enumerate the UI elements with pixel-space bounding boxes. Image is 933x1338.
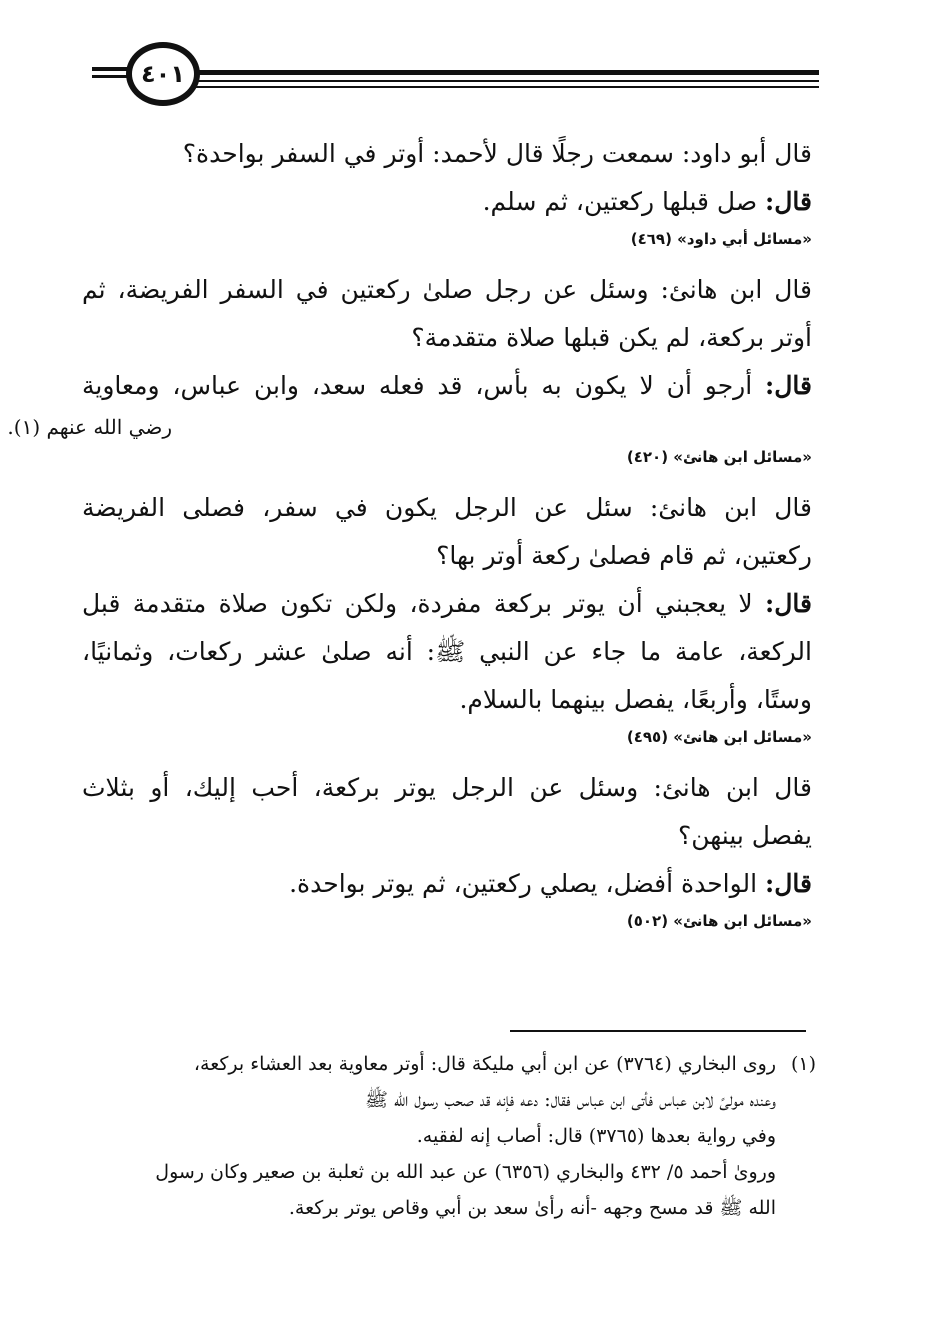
text-line: يفصل بينهن؟	[677, 821, 812, 850]
text-block	[7, 266, 812, 470]
footnote-marker: رضي الله عنهم (١).	[7, 415, 172, 439]
page-header	[0, 0, 933, 120]
header-rule	[195, 70, 819, 75]
footnote-line: وروىٰ أحمد ٥/ ٤٣٢ والبخاري (٦٣٥٦) عن عبد الله بن ثعلبة بن صعير وكان رسول	[155, 1161, 776, 1183]
footnotes	[78, 1046, 816, 1226]
source-citation: «مسائل ابن هانئ» (٥٠٢)	[626, 912, 812, 930]
footnote-number: (١)	[790, 1053, 816, 1075]
page-number: ٤٠١	[126, 42, 200, 106]
main-text	[7, 130, 812, 948]
footnote-separator	[510, 1030, 806, 1032]
text-line: قال ابن هانئ: وسئل عن رجل صلىٰ ركعتين في السفر الفريضة، ثم	[82, 275, 812, 304]
footnote-line: وفي رواية بعدها (٣٧٦٥) قال: أصاب إنه لفقيه.	[416, 1125, 776, 1147]
text-line: قال أبو داود: سمعت رجلًا قال لأحمد: أوتر في السفر بواحدة؟	[182, 139, 812, 168]
source-citation: «مسائل ابن هانئ» (٤٩٥)	[626, 728, 812, 746]
footnote-line: الله ﷺ قد مسح وجهه -أنه رأىٰ سعد بن أبي وقاص يوتر بركعة.	[288, 1197, 776, 1219]
text-line	[82, 362, 812, 410]
answer-text: أرجو أن لا يكون به بأس، قد فعله سعد، وابن عباس، ومعاوية	[82, 371, 753, 400]
text-line	[82, 178, 812, 226]
qal-label: قال:	[765, 187, 812, 216]
text-line: قال ابن هانئ: سئل عن الرجل يكون في سفر، فصلى الفريضة	[82, 493, 812, 522]
qal-label: قال:	[765, 371, 812, 400]
text-line: الركعة، عامة ما جاء عن النبي ﷺ: أنه صلىٰ عشر ركعات، وثمانيًا،	[82, 637, 812, 666]
text-line: وستًا، وأربعًا، يفصل بينهما بالسلام.	[459, 685, 812, 714]
text-block	[82, 764, 812, 934]
footnote-line: وعنده مولىً لابن عباس فأتى ابن عباس فقال: دعه فإنه قد صحب رسول الله ﷺ	[365, 1089, 776, 1111]
answer-text: لا يعجبني أن يوتر بركعة مفردة، ولكن تكون صلاة متقدمة قبل	[82, 589, 753, 618]
qal-label: قال:	[765, 869, 812, 898]
answer-text: الواحدة أفضل، يصلي ركعتين، ثم يوتر بواحدة.	[289, 869, 758, 898]
text-block	[82, 484, 812, 750]
footnote-line	[78, 1046, 816, 1082]
text-line	[82, 860, 812, 908]
source-citation: «مسائل أبي داود» (٤٦٩)	[630, 230, 812, 248]
qal-label: قال:	[765, 589, 812, 618]
text-line: ركعتين، ثم قام فصلىٰ ركعة أوتر بها؟	[436, 541, 812, 570]
text-block	[82, 130, 812, 252]
text-line: قال ابن هانئ: وسئل عن الرجل يوتر بركعة، أحب إليك، أو بثلاث	[82, 773, 812, 802]
source-citation: «مسائل ابن هانئ» (٤٢٠)	[626, 448, 812, 466]
answer-text: صل قبلها ركعتين، ثم سلم.	[482, 187, 758, 216]
text-line: أوتر بركعة، لم يكن قبلها صلاة متقدمة؟	[411, 323, 812, 352]
header-rule	[195, 86, 819, 88]
header-rule	[195, 80, 819, 82]
text-line	[82, 580, 812, 628]
footnote-text: روى البخاري (٣٧٦٤) عن ابن أبي مليكة قال: أوتر معاوية بعد العشاء بركعة،	[193, 1053, 776, 1075]
